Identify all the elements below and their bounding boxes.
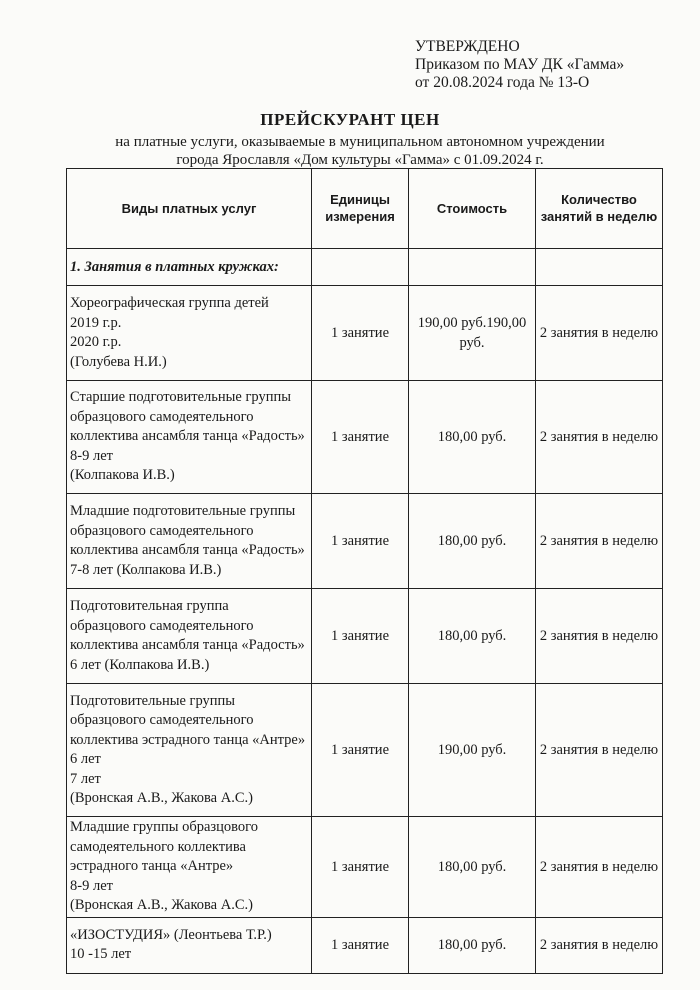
table-row [67,817,663,918]
unit-cell: 1 занятие [312,589,409,684]
service-name-cell [67,817,312,918]
price-cell [409,684,536,817]
service-line: 7-8 лет (Колпакова И.В.) [70,561,222,578]
service-line: Младшие группы образцового самодеятельного коллектива эстрадного танца «Антре» [70,819,258,874]
price-cell [409,917,536,973]
service-line: Хореографическая группа детей [70,295,269,311]
service-name-cell [67,286,312,381]
table-row [67,286,663,381]
service-name-cell [67,381,312,494]
unit-cell: 1 занятие [312,684,409,817]
service-line: (Вронская А.В., Жакова А.С.) [70,790,253,806]
service-name-cell [67,917,312,973]
price-cell [409,817,536,918]
unit-cell: 1 занятие [312,817,409,918]
lessons-per-week-cell: 2 занятия в неделю [536,286,663,381]
header-price: Стоимость [409,169,536,249]
service-line: «ИЗОСТУДИЯ» (Леонтьева Т.Р.) [70,926,272,943]
unit-cell: 1 занятие [312,286,409,381]
lessons-per-week-cell: 2 занятия в неделю [536,684,663,817]
document-title: ПРЕЙСКУРАНТ ЦЕН [260,110,440,129]
service-line: Подготовительная группа образцового самодеятельного коллектива ансамбля танца «Радость» [70,598,305,653]
lessons-per-week-cell: 2 занятия в неделю [536,494,663,589]
service-line: 2019 г.р. [70,314,122,331]
price-cell [409,494,536,589]
header-count: Количество занятий в неделю [536,169,663,249]
service-line: (Вронская А.В., Жакова А.С.) [70,897,253,913]
unit-cell: 1 занятие [312,381,409,494]
table-header-row [67,169,663,249]
table-row [67,684,663,817]
unit-cell: 1 занятие [312,917,409,973]
lessons-per-week-cell: 2 занятия в неделю [536,917,663,973]
lessons-per-week-cell: 2 занятия в неделю [536,381,663,494]
subtitle-line-1: на платные услуги, оказываемые в муниципальном автономном учреждении [115,134,605,150]
lessons-per-week-cell: 2 занятия в неделю [536,589,663,684]
service-line: Старшие подготовительные группы образцового самодеятельного коллектива ансамбля танца «Радость» [70,389,305,445]
price-line: 190,00 руб. [437,742,507,758]
service-line: (Колпакова И.В.) [70,467,175,484]
table-row [67,494,663,589]
price-cell [409,286,536,381]
approval-line-3: от 20.08.2024 года № 13-О [415,74,590,91]
section-row [67,249,663,286]
price-cell [409,589,536,684]
service-line: 2020 г.р. [70,334,122,350]
section-title: 1. Занятия в платных кружках: [67,249,312,286]
subtitle-line-2: города Ярославля «Дом культуры «Гамма» с 01.09.2024 г. [176,152,544,168]
empty-cell [536,249,663,286]
service-name-cell [67,589,312,684]
service-line: 8-9 лет [70,877,113,894]
approval-line-1: УТВЕРЖДЕНО [415,38,520,55]
table-row [67,917,663,973]
header-unit: Единицы измерения [312,169,409,249]
service-line: 6 лет [70,751,101,767]
service-line: Младшие подготовительные группы образцового самодеятельного коллектива ансамбля танца «Радость» [70,503,305,558]
approval-stamp [415,38,624,92]
service-name-cell [67,684,312,817]
table-row [67,589,663,684]
service-line: 7 лет [70,770,101,787]
service-line: (Голубева Н.И.) [70,353,167,370]
header-service: Виды платных услуг [67,169,312,249]
document-subtitle [60,133,660,169]
price-cell [409,381,536,494]
service-line: Подготовительные группы образцового самодеятельного коллектива эстрадного танца «Антре» [70,692,306,748]
empty-cell [409,249,536,286]
service-line: 6 лет (Колпакова И.В.) [70,656,210,673]
empty-cell [312,249,409,286]
price-table [66,168,663,974]
service-name-cell [67,494,312,589]
table-row [67,381,663,494]
price-line: 180,00 руб. [437,429,507,445]
price-line: 190,00 руб. [459,315,527,351]
price-line: 180,00 руб. [437,628,507,644]
service-line: 10 -15 лет [70,946,132,962]
unit-cell: 1 занятие [312,494,409,589]
price-line: 190,00 руб. [417,315,487,331]
price-line: 180,00 руб. [437,858,507,875]
approval-line-2: Приказом по МАУ ДК «Гамма» [415,56,625,73]
price-line: 180,00 руб. [437,937,507,953]
lessons-per-week-cell: 2 занятия в неделю [536,817,663,918]
price-line: 180,00 руб. [437,533,507,549]
service-line: 8-9 лет [70,447,113,464]
